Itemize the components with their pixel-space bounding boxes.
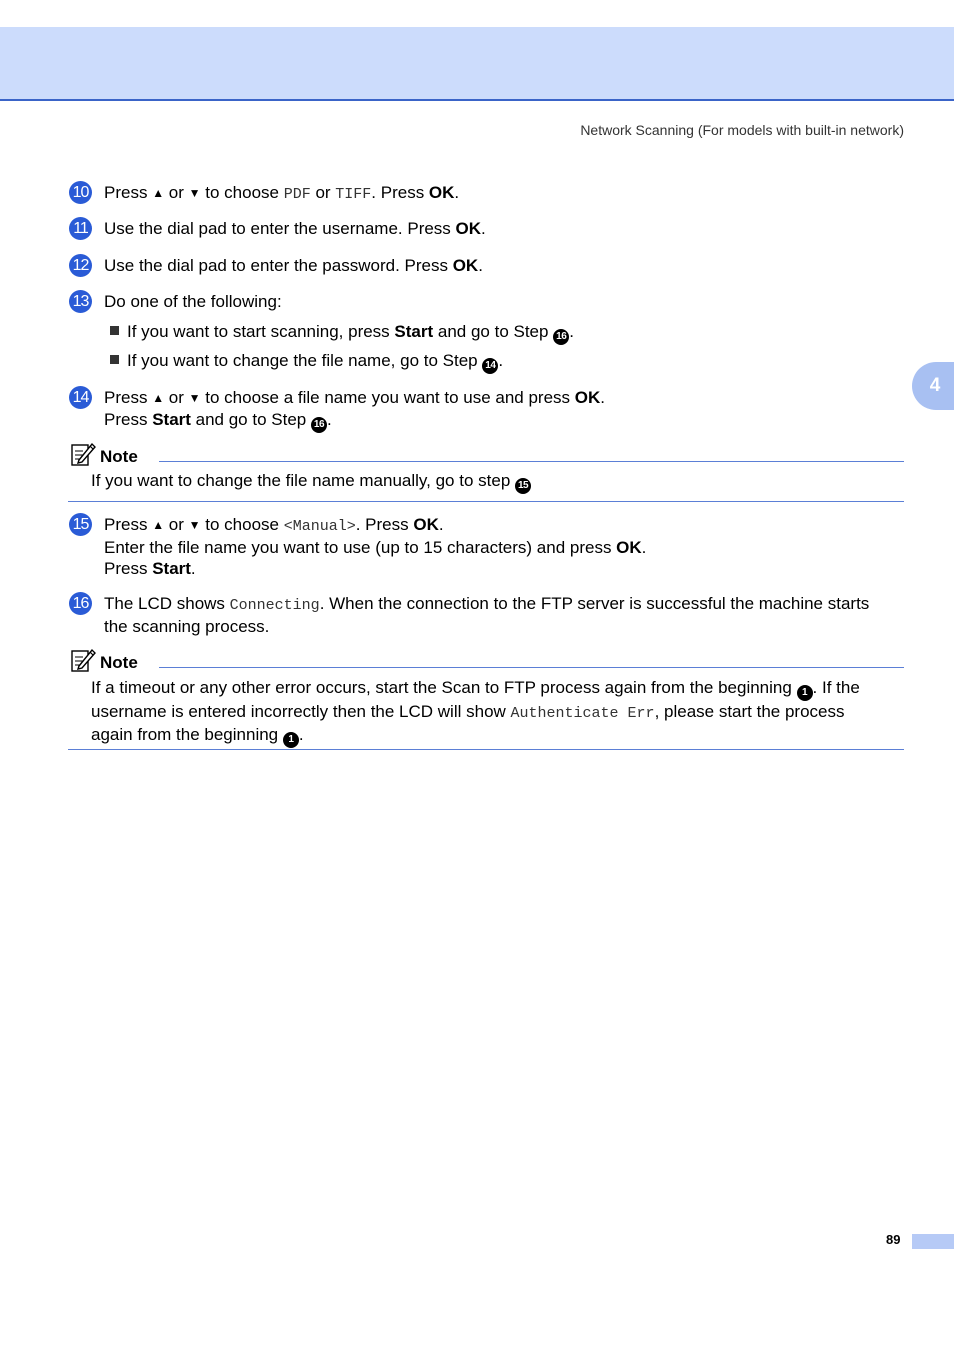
step-number: 14 <box>69 386 92 409</box>
step-13: 13 Do one of the following: <box>69 290 909 312</box>
step-number: 11 <box>69 217 92 240</box>
note-divider <box>68 749 904 750</box>
chapter-tab: 4 <box>912 362 954 410</box>
note-pencil-icon <box>70 647 96 673</box>
note-divider <box>159 461 904 462</box>
bullet-item: If you want to start scanning, press Start and go to Step 16 . <box>110 321 574 345</box>
note-text: If you want to change the file name manually, go to step 15 <box>91 470 903 494</box>
step-ref: 1 <box>797 685 813 701</box>
note-title: Note <box>100 653 138 672</box>
down-arrow-icon: ▼ <box>188 391 201 405</box>
step-ref: 16 <box>311 417 327 433</box>
step-11: 11 Use the dial pad to enter the username. Press OK. <box>69 217 909 239</box>
step-14: 14 Press ▲ or ▼ to choose a file name you want to use and press OK. Press Start and go to Step 16 . <box>69 386 909 433</box>
step-number: 12 <box>69 254 92 277</box>
step-ref: 16 <box>553 329 569 345</box>
down-arrow-icon: ▼ <box>188 518 201 532</box>
step-12: 12 Use the dial pad to enter the password. Press OK. <box>69 254 909 276</box>
step-ref: 14 <box>482 358 498 374</box>
step-16: 16 The LCD shows Connecting. When the connection to the FTP server is successful the machine starts the scanning process. <box>69 592 909 637</box>
running-header: Network Scanning (For models with built-in network) <box>580 122 904 138</box>
note-pencil-icon <box>70 441 96 467</box>
note-divider <box>159 667 904 668</box>
step-10: 10 Press ▲ or ▼ to choose PDF or TIFF. Press OK. <box>69 181 909 205</box>
step-ref: 1 <box>283 732 299 748</box>
up-arrow-icon: ▲ <box>152 186 165 200</box>
up-arrow-icon: ▲ <box>152 391 165 405</box>
note-divider <box>68 501 904 502</box>
step-number: 10 <box>69 181 92 204</box>
step-number: 15 <box>69 513 92 536</box>
note-title: Note <box>100 447 138 466</box>
bullet-item: If you want to change the file name, go to Step 14 . <box>110 350 503 374</box>
down-arrow-icon: ▼ <box>188 186 201 200</box>
step-ref: 15 <box>515 478 531 494</box>
step-number: 13 <box>69 290 92 313</box>
note-text: If a timeout or any other error occurs, start the Scan to FTP process again from the beginning 1 . If the username is entered incorrectly then the LCD will show Authenticate Err, please start the process again from the beginning 1 . <box>91 677 903 748</box>
page-number: 89 <box>886 1232 901 1247</box>
step-number: 16 <box>69 592 92 615</box>
header-band <box>0 27 954 101</box>
up-arrow-icon: ▲ <box>152 518 165 532</box>
bullet-icon <box>110 355 119 364</box>
step-15: 15 Press ▲ or ▼ to choose <Manual>. Press OK. Enter the file name you want to use (up to 15 characters) and press OK. Press Start. <box>69 513 909 579</box>
page-tab <box>912 1234 954 1249</box>
bullet-icon <box>110 326 119 335</box>
